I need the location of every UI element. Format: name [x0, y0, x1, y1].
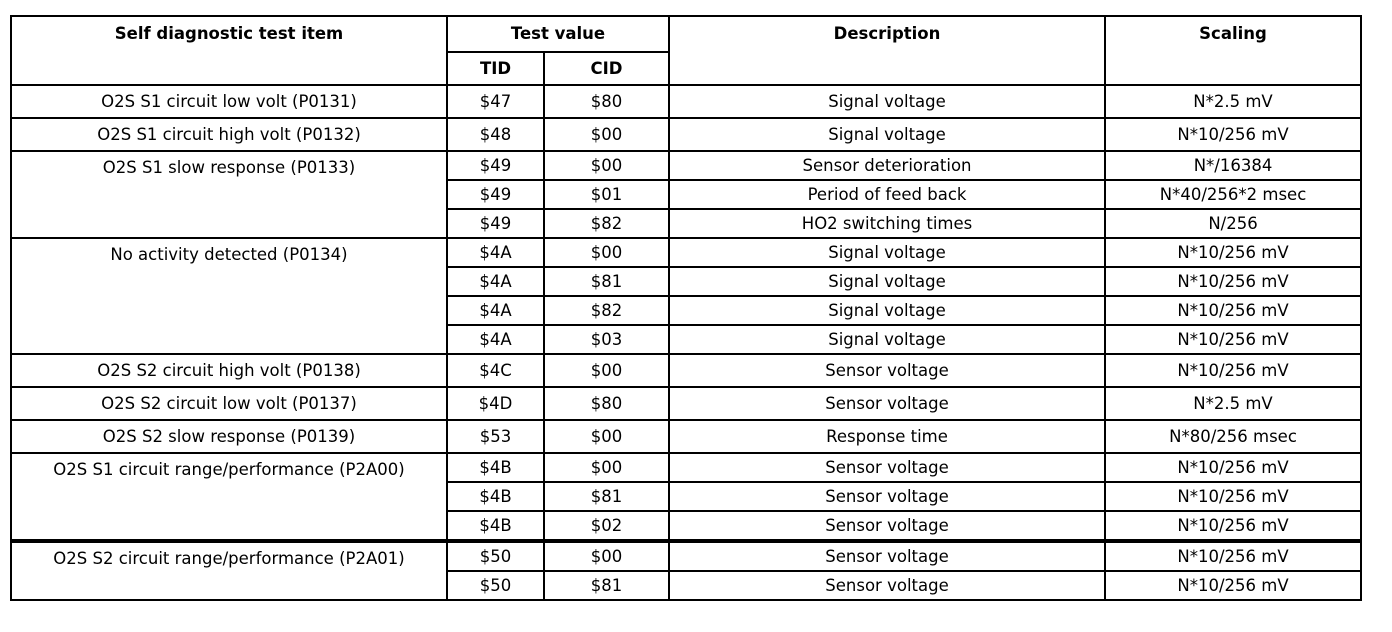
- cell-tid: $4D: [447, 387, 544, 420]
- cell-cid: $82: [544, 296, 669, 325]
- cell-cid: $00: [544, 118, 669, 151]
- cell-description: Sensor voltage: [669, 511, 1105, 541]
- cell-tid: $49: [447, 209, 544, 238]
- cell-tid: $4A: [447, 296, 544, 325]
- cell-scaling: N*10/256 mV: [1105, 541, 1361, 571]
- cell-tid: $49: [447, 151, 544, 180]
- table-row: [11, 238, 1361, 267]
- cell-scaling: N*10/256 mV: [1105, 118, 1361, 151]
- cell-description: Period of feed back: [669, 180, 1105, 209]
- cell-cid: $80: [544, 85, 669, 118]
- cell-description: HO2 switching times: [669, 209, 1105, 238]
- cell-description: Sensor voltage: [669, 387, 1105, 420]
- cell-scaling: N*2.5 mV: [1105, 85, 1361, 118]
- cell-test-item: O2S S2 circuit low volt (P0137): [11, 387, 447, 420]
- cell-test-item: O2S S1 circuit low volt (P0131): [11, 85, 447, 118]
- cell-test-item: No activity detected (P0134): [11, 238, 447, 354]
- cell-tid: $50: [447, 571, 544, 600]
- table-row: [11, 420, 1361, 453]
- table-header: [11, 16, 1361, 85]
- cell-cid: $02: [544, 511, 669, 541]
- cell-tid: $49: [447, 180, 544, 209]
- header-test-value: Test value: [447, 16, 669, 52]
- cell-test-item: O2S S1 circuit high volt (P0132): [11, 118, 447, 151]
- cell-scaling: N*10/256 mV: [1105, 482, 1361, 511]
- cell-cid: $00: [544, 541, 669, 571]
- cell-tid: $48: [447, 118, 544, 151]
- cell-tid: $4B: [447, 453, 544, 482]
- header-cid: CID: [544, 52, 669, 85]
- table-body: [11, 85, 1361, 600]
- table-row: [11, 354, 1361, 387]
- cell-test-item: O2S S2 circuit range/performance (P2A01): [11, 541, 447, 600]
- cell-scaling: N*10/256 mV: [1105, 354, 1361, 387]
- cell-scaling: N*40/256*2 msec: [1105, 180, 1361, 209]
- cell-description: Signal voltage: [669, 325, 1105, 354]
- cell-cid: $00: [544, 420, 669, 453]
- cell-scaling: N*10/256 mV: [1105, 238, 1361, 267]
- cell-description: Sensor voltage: [669, 354, 1105, 387]
- header-scaling: Scaling: [1105, 16, 1361, 85]
- cell-cid: $82: [544, 209, 669, 238]
- table-row: [11, 387, 1361, 420]
- header-item: Self diagnostic test item: [11, 16, 447, 85]
- cell-description: Sensor deterioration: [669, 151, 1105, 180]
- cell-scaling: N*2.5 mV: [1105, 387, 1361, 420]
- cell-test-item: O2S S2 circuit high volt (P0138): [11, 354, 447, 387]
- cell-scaling: N*10/256 mV: [1105, 267, 1361, 296]
- cell-tid: $47: [447, 85, 544, 118]
- cell-tid: $50: [447, 541, 544, 571]
- cell-cid: $81: [544, 482, 669, 511]
- cell-cid: $80: [544, 387, 669, 420]
- cell-tid: $4A: [447, 267, 544, 296]
- cell-scaling: N/256: [1105, 209, 1361, 238]
- table-row: [11, 85, 1361, 118]
- cell-tid: $4A: [447, 238, 544, 267]
- cell-description: Signal voltage: [669, 85, 1105, 118]
- table-row: [11, 541, 1361, 571]
- cell-cid: $81: [544, 267, 669, 296]
- cell-tid: $4A: [447, 325, 544, 354]
- cell-cid: $00: [544, 453, 669, 482]
- cell-cid: $01: [544, 180, 669, 209]
- cell-cid: $81: [544, 571, 669, 600]
- header-tid: TID: [447, 52, 544, 85]
- cell-description: Signal voltage: [669, 238, 1105, 267]
- diagnostic-table: [10, 15, 1362, 601]
- cell-test-item: O2S S1 slow response (P0133): [11, 151, 447, 238]
- cell-tid: $4B: [447, 482, 544, 511]
- cell-scaling: N*10/256 mV: [1105, 511, 1361, 541]
- cell-scaling: N*80/256 msec: [1105, 420, 1361, 453]
- cell-cid: $00: [544, 354, 669, 387]
- cell-scaling: N*10/256 mV: [1105, 571, 1361, 600]
- cell-scaling: N*10/256 mV: [1105, 325, 1361, 354]
- cell-cid: $00: [544, 151, 669, 180]
- cell-test-item: O2S S1 circuit range/performance (P2A00): [11, 453, 447, 541]
- cell-description: Signal voltage: [669, 267, 1105, 296]
- cell-scaling: N*10/256 mV: [1105, 453, 1361, 482]
- cell-description: Sensor voltage: [669, 482, 1105, 511]
- cell-tid: $53: [447, 420, 544, 453]
- cell-description: Sensor voltage: [669, 453, 1105, 482]
- cell-description: Signal voltage: [669, 296, 1105, 325]
- table-row: [11, 118, 1361, 151]
- cell-test-item: O2S S2 slow response (P0139): [11, 420, 447, 453]
- cell-scaling: N*10/256 mV: [1105, 296, 1361, 325]
- cell-description: Signal voltage: [669, 118, 1105, 151]
- table-row: [11, 151, 1361, 180]
- cell-tid: $4C: [447, 354, 544, 387]
- cell-cid: $00: [544, 238, 669, 267]
- cell-scaling: N*/16384: [1105, 151, 1361, 180]
- cell-description: Response time: [669, 420, 1105, 453]
- cell-description: Sensor voltage: [669, 571, 1105, 600]
- cell-cid: $03: [544, 325, 669, 354]
- cell-tid: $4B: [447, 511, 544, 541]
- cell-description: Sensor voltage: [669, 541, 1105, 571]
- table-row: [11, 453, 1361, 482]
- header-description: Description: [669, 16, 1105, 85]
